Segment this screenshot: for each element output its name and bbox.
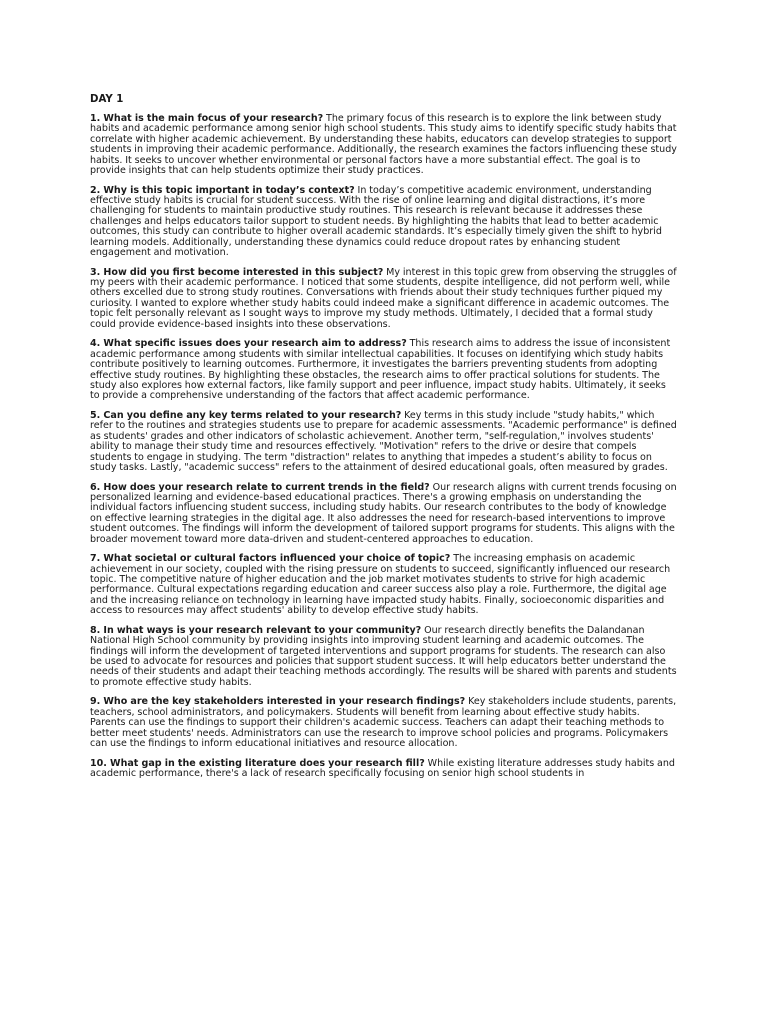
qa-item-8	[90, 626, 678, 688]
question-1: 1. What is the main focus of your research?	[90, 113, 324, 124]
question-6: 6. How does your research relate to current trends in the field?	[90, 481, 430, 493]
answer-2: In today’s competitive academic environment, understanding effective study habits is crucial for student success. With the rise of online learning and digital distractions, it’s more challenging for students to maintain productive study routines. This research is relevant because it addresses these challenges and helps educators tailor support to student needs. By highlighting the habits that lead to better academic outcomes, this study can contribute to higher overall academic standards. It’s especially timely given the shift to hybrid learning models. Additionally, understanding these dynamics could reduce dropout rates by enhancing student engagement and motivation.	[90, 184, 662, 259]
qa-item-1	[90, 114, 678, 176]
qa-item-3	[90, 268, 678, 330]
answer-7: The increasing emphasis on academic achievement in our society, coupled with the rising pressure on students to succeed, significantly influenced our research topic. The competitive nature of higher education and the job market motivates students to strive for high academic performance. Cultural expectations regarding education and career success also play a role. Furthermore, the digital age and the increasing reliance on technology in learning have impacted study habits. Finally, socioeconomic disparities and access to resources may affect students' ability to develop effective study habits.	[90, 553, 671, 617]
qa-item-4	[90, 339, 678, 401]
answer-8: Our research directly benefits the Dalandanan National High School community by providing insights into improving student learning and academic outcomes. The findings will inform the development of targeted interventions and support programs for students. The research can also be used to advocate for resources and policies that support student success. It will help educators better understand the needs of their students and adapt their teaching methods accordingly. The results will be shared with parents and students to promote effective study habits.	[90, 624, 677, 688]
answer-5: Key terms in this study include "study habits," which refer to the routines and strategies students use to prepare for academic assessments. "Academic performance" is defined as students' grades and other indicators of scholastic achievement. Another term, "self-regulation," involves students' ability to manage their study time and resources effectively. "Motivation" refers to the drive or desire that compels students to engage in studying. The term "distraction" relates to anything that impedes a student’s ability to focus on study tasks. Lastly, "academic success" refers to the attainment of desired educational goals, often measured by grades.	[90, 409, 677, 473]
answer-4: This research aims to address the issue of inconsistent academic performance among students with similar intellectual capabilities. It focuses on identifying which study habits contribute positively to learning outcomes. Furthermore, it investigates the barriers preventing students from adopting effective study routines. By highlighting these obstacles, the research aims to offer practical solutions for students. The study also explores how external factors, like family support and peer influence, impact study habits. Ultimately, it seeks to provide a comprehensive understanding of the factors that affect academic performance.	[90, 338, 671, 402]
answer-9: Key stakeholders include students, parents, teachers, school administrators, and policymakers. Students will benefit from learning about effective study habits. Parents can use the findings to support their children's academic success. Teachers can adapt their teaching methods to better meet students' needs. Administrators can use the research to improve school policies and programs. Policymakers can use the findings to inform educational initiatives and resource allocation.	[90, 696, 677, 750]
question-5: 5. Can you define any key terms related to your research?	[90, 409, 402, 421]
qa-item-6	[90, 483, 678, 545]
answer-1: The primary focus of this research is to explore the link between study habits and academic performance among senior high school students. This study aims to identify specific study habits that correlate with higher academic achievement. By understanding these habits, educators can develop strategies to support students in improving their academic performance. Additionally, the research examines the factors influencing these study habits. It seeks to uncover whether environmental or personal factors have a more substantial effect. The goal is to provide insights that can help students optimize their study practices.	[90, 113, 677, 177]
question-7: 7. What societal or cultural factors influenced your choice of topic?	[90, 553, 451, 565]
answer-6: Our research aligns with current trends focusing on personalized learning and evidence-based educational practices. There's a growing emphasis on understanding the individual factors influencing student success, including study habits. Our research contributes to the body of knowledge on effective learning strategies in the digital age. It also addresses the need for research-based interventions to improve student outcomes. The findings will inform the development of tailored support programs for students. This aligns with the broader movement toward more data-driven and student-centered approaches to education.	[90, 481, 677, 545]
answer-10: While existing literature addresses study habits and academic performance, there's a lack of research specifically focusing on senior high school students in	[90, 757, 675, 780]
qa-item-9	[90, 697, 678, 749]
question-9: 9. Who are the key stakeholders interested in your research findings?	[90, 696, 466, 708]
qa-item-10	[90, 759, 678, 780]
question-3: 3. How did you first become interested in this subject?	[90, 266, 384, 278]
answer-3: My interest in this topic grew from observing the struggles of my peers with their academic performance. I noticed that some students, despite intelligence, did not perform well, while others excelled due to strong study routines. Conversations with friends about their study techniques further piqued my curiosity. I wanted to explore whether study habits could indeed make a significant difference in academic outcomes. The topic felt personally relevant as I sought ways to improve my study methods. Ultimately, I decided that a formal study could provide evidence-based insights into these observations.	[90, 266, 677, 330]
question-8: 8. In what ways is your research relevant to your community?	[90, 624, 422, 636]
question-4: 4. What specific issues does your research aim to address?	[90, 338, 407, 350]
qa-item-7	[90, 554, 678, 616]
question-10: 10. What gap in the existing literature does your research fill?	[90, 757, 425, 769]
question-2: 2. Why is this topic important in today’s context?	[90, 184, 355, 196]
qa-item-5	[90, 411, 678, 473]
qa-item-2	[90, 186, 678, 259]
day-heading: DAY 1	[90, 94, 124, 105]
